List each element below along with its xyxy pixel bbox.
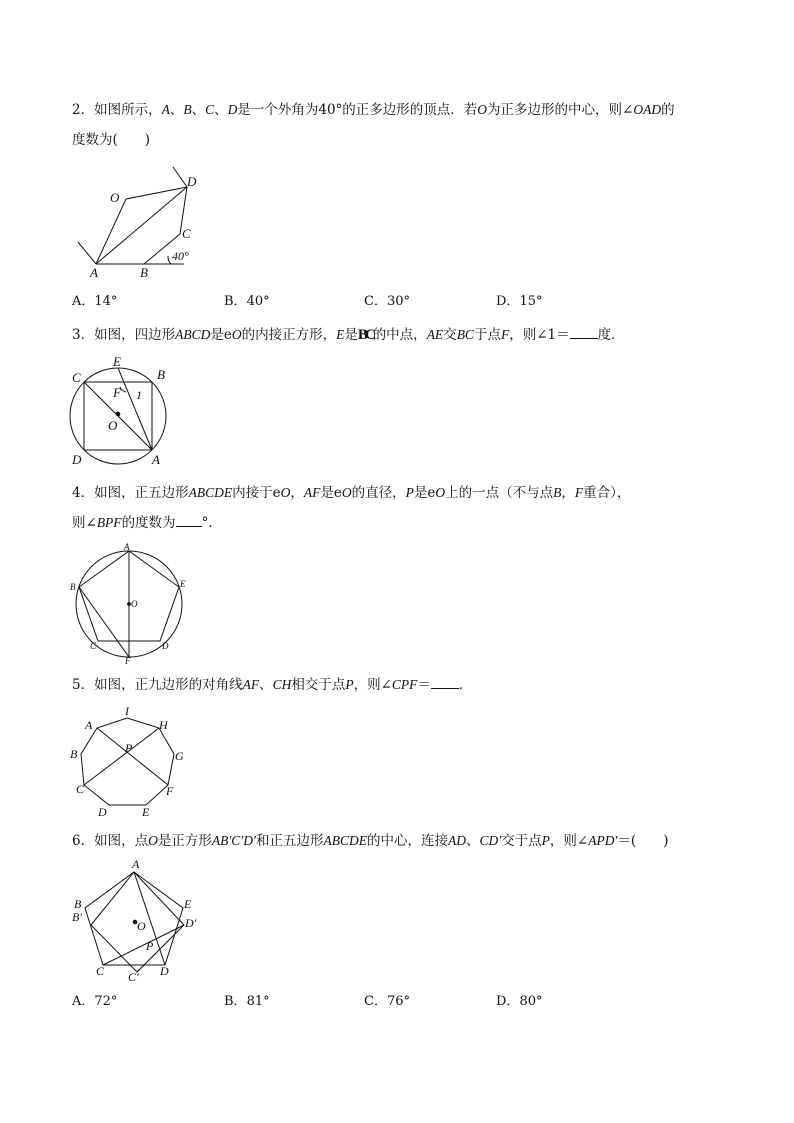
- q5-label-b: B: [70, 747, 78, 761]
- q5-text: ．: [458, 677, 473, 693]
- q6-choice-d[interactable]: [496, 993, 542, 1011]
- q6-pentagon-abcde: [85, 872, 183, 965]
- q6-var-apd: APD′: [588, 833, 618, 848]
- q3-text: 的内接正方形，: [241, 327, 337, 343]
- q6-label-bp: B′: [72, 910, 82, 924]
- q5-text: ，则∠: [353, 677, 392, 693]
- q5-label-i: I: [125, 704, 129, 718]
- q6-figure: [68, 858, 208, 986]
- q5-text: ＝: [417, 677, 431, 693]
- q3-arc-bc: BC: [357, 327, 373, 343]
- q6-choice-c[interactable]: [364, 993, 410, 1011]
- q6-label-p: P: [146, 939, 154, 953]
- q2-figure: [70, 160, 210, 285]
- q6-var-ad: AD: [447, 833, 466, 848]
- q6-label-a: A: [132, 857, 140, 871]
- q4-stem-line2: [72, 514, 222, 532]
- q4-circle-symbol: e: [333, 485, 342, 501]
- q2-text: 、: [214, 102, 228, 118]
- q5-stem: [72, 676, 472, 694]
- q2-label-a: A: [90, 265, 98, 280]
- q5-diagonal-af: [97, 728, 168, 785]
- q6-label-c: C: [96, 964, 105, 978]
- q6-text: 6．如图，点: [72, 833, 149, 849]
- q2-ext-line-d: [173, 167, 187, 187]
- q3-figure: [68, 352, 178, 472]
- q6-text: 和正五边形: [255, 833, 324, 849]
- q2-var-c: C: [205, 102, 215, 117]
- q3-center-o: [116, 412, 120, 416]
- q4-segment-bf: [79, 587, 129, 657]
- q2-stem-line1: [72, 101, 675, 119]
- q6-choice-a[interactable]: [72, 993, 117, 1011]
- q4-var-o: O: [341, 485, 352, 500]
- q4-text: °．: [201, 515, 222, 531]
- q2-choice-a[interactable]: [72, 293, 117, 311]
- q4-label-c: C: [90, 641, 97, 651]
- q2-var-b: B: [183, 102, 192, 117]
- q3-text: 于点: [473, 327, 501, 343]
- choice-text: 72°: [94, 994, 118, 1009]
- q3-circle-symbol: e: [223, 327, 232, 343]
- choice-letter: B．: [224, 994, 247, 1009]
- q2-angle-arc: [168, 256, 171, 264]
- q3-stem: [72, 326, 625, 344]
- q3-label-1: 1: [136, 388, 142, 402]
- q2-text: 、: [169, 102, 184, 118]
- choice-letter: B．: [224, 294, 247, 309]
- q4-text: 则∠: [72, 515, 97, 531]
- q6-label-cp: C′: [128, 970, 139, 984]
- q2-text: 为正多边形的中心，则∠: [487, 102, 634, 118]
- q6-var-o: O: [148, 833, 158, 848]
- q3-label-e: E: [113, 354, 121, 369]
- q2-stem-line2: 度数为( ): [72, 132, 151, 148]
- q2-label-d: D: [187, 174, 197, 189]
- q3-label-c: C: [72, 370, 81, 385]
- q6-text: 交于点: [501, 833, 542, 849]
- q4-var-f: F: [574, 485, 584, 500]
- q6-label-dp: D′: [185, 916, 197, 930]
- q2-var-d: D: [227, 102, 238, 117]
- q2-text: 是一个外角为40°的正多边形的顶点．若: [237, 102, 478, 118]
- q4-text: 内接于: [232, 485, 273, 501]
- q6-choice-b[interactable]: [224, 993, 270, 1011]
- q3-text: 的中点，: [372, 327, 427, 343]
- choice-letter: C．: [364, 994, 387, 1009]
- q3-label-a: A: [152, 452, 160, 467]
- q6-text: ＝( ): [617, 833, 669, 849]
- q5-text: 5．如图，正九边形的对角线: [72, 677, 243, 693]
- q4-figure: [68, 542, 192, 666]
- q4-text: 的度数为: [121, 515, 176, 531]
- q6-label-e: E: [184, 897, 192, 911]
- q4-label-e: E: [180, 579, 186, 589]
- choice-letter: D．: [496, 294, 520, 309]
- q2-segment-od: [126, 187, 187, 199]
- q3-var-f: F: [500, 327, 510, 342]
- q6-var-square: AB′C′D′: [211, 833, 256, 848]
- q2-text: 2．如图所示，: [72, 102, 162, 118]
- q3-label-d: D: [72, 452, 82, 467]
- q4-answer-blank[interactable]: [176, 514, 202, 527]
- q5-diagonal-ch: [84, 728, 159, 785]
- choice-text: 30°: [386, 294, 410, 309]
- q2-var-oad: OAD: [633, 102, 662, 117]
- q4-var-b: B: [553, 485, 562, 500]
- q4-var-o: O: [435, 485, 446, 500]
- q6-text: ，则∠: [549, 833, 589, 849]
- q5-figure: [68, 702, 193, 824]
- q4-var-af: AF: [303, 485, 321, 500]
- q3-text: 度．: [597, 327, 625, 343]
- q4-text: 是: [320, 485, 334, 501]
- q2-segment-ao: [96, 199, 126, 264]
- q6-text: 是正方形: [157, 833, 212, 849]
- q4-label-f: F: [125, 656, 131, 666]
- q3-text: 是: [210, 327, 224, 343]
- q4-circle-symbol: e: [272, 485, 281, 501]
- q6-label-o: O: [137, 919, 146, 933]
- q5-text: 、: [259, 677, 273, 693]
- q5-label-h: H: [159, 718, 168, 732]
- choice-letter: A．: [72, 994, 95, 1009]
- q2-var-a: A: [161, 102, 170, 117]
- q4-text: 上的一点（不与点: [445, 485, 554, 501]
- q2-choice-d[interactable]: [496, 293, 542, 311]
- q3-text: ，则∠1＝: [509, 327, 570, 343]
- q4-var-bpf: BPF: [96, 515, 122, 530]
- choice-text: 81°: [246, 994, 270, 1009]
- q6-label-b: B: [74, 897, 82, 911]
- q6-var-pentagon: ABCDE: [323, 833, 367, 848]
- q2-label-o: O: [110, 190, 120, 205]
- choice-letter: A．: [72, 294, 95, 309]
- q6-stem: [72, 832, 668, 850]
- q4-text: 4．如图，正五边形: [72, 485, 189, 501]
- q2-text: 的: [661, 102, 675, 118]
- q2-choice-b[interactable]: [224, 293, 270, 311]
- q3-label-f: F: [113, 385, 121, 400]
- q3-var-e: E: [336, 327, 345, 342]
- q5-var-p: P: [345, 677, 354, 692]
- q5-label-g: G: [175, 749, 184, 763]
- q2-ext-line-a: [78, 242, 96, 264]
- q5-var-af: AF: [242, 677, 260, 692]
- q2-choice-c[interactable]: [364, 293, 410, 311]
- q5-label-a: A: [85, 718, 93, 732]
- q4-center-o: [128, 603, 131, 606]
- q6-var-cdp: CD′: [479, 833, 502, 848]
- q4-var-o: O: [280, 485, 291, 500]
- choice-text: 76°: [386, 994, 410, 1009]
- q4-stem-line1: [72, 484, 630, 502]
- q3-var-abcd: ABCD: [175, 327, 211, 342]
- q4-circle-symbol: e: [427, 485, 436, 501]
- q6-text: 的中心，连接: [366, 833, 448, 849]
- q6-var-p: P: [541, 833, 550, 848]
- choice-letter: D．: [496, 994, 520, 1009]
- q4-text: 重合），: [583, 485, 631, 501]
- q3-label-b: B: [157, 367, 165, 382]
- q3-var-ae: AE: [426, 327, 444, 342]
- choice-text: 14°: [94, 294, 118, 309]
- q3-var-bc: BC: [456, 327, 474, 342]
- q3-label-o: O: [108, 418, 118, 433]
- q4-text: 的直径，: [351, 485, 406, 501]
- q4-text: ，: [290, 485, 304, 501]
- q4-label-d: D: [162, 641, 169, 651]
- q6-text: 、: [465, 833, 480, 849]
- q2-label-c: C: [182, 226, 191, 241]
- choice-text: 15°: [519, 294, 543, 309]
- q3-text: 交: [443, 327, 457, 343]
- q3-segment-ae: [118, 368, 152, 450]
- q5-label-p: P: [125, 741, 133, 755]
- q3-text: 3．如图，四边形: [72, 327, 176, 343]
- q6-label-d: D: [160, 964, 169, 978]
- choice-letter: C．: [364, 294, 387, 309]
- q3-text: 是: [344, 327, 358, 343]
- q5-text: 相交于点: [291, 677, 346, 693]
- q5-var-cpf: CPF: [391, 677, 418, 692]
- q5-label-c: C: [76, 782, 85, 796]
- q4-label-o: O: [131, 599, 138, 609]
- choice-text: 80°: [519, 994, 543, 1009]
- q3-answer-blank[interactable]: [570, 326, 598, 339]
- q4-text: 是: [413, 485, 428, 501]
- q4-label-b: B: [70, 582, 76, 592]
- q2-var-o: O: [477, 102, 488, 117]
- q2-label-b: B: [140, 265, 148, 280]
- q5-var-ch: CH: [272, 677, 292, 692]
- choice-text: 40°: [246, 294, 270, 309]
- q4-text: ，: [561, 485, 575, 501]
- q5-label-f: F: [166, 784, 174, 798]
- q4-var-abcde: ABCDE: [188, 485, 233, 500]
- q2-label-angle: 40°: [172, 249, 189, 263]
- q5-label-e: E: [142, 805, 150, 819]
- q5-answer-blank[interactable]: [431, 676, 459, 689]
- q4-label-a: A: [124, 542, 130, 552]
- q4-var-p: P: [405, 485, 414, 500]
- q3-var-o: O: [231, 327, 242, 342]
- q5-label-d: D: [98, 805, 107, 819]
- q2-text: 、: [191, 102, 206, 118]
